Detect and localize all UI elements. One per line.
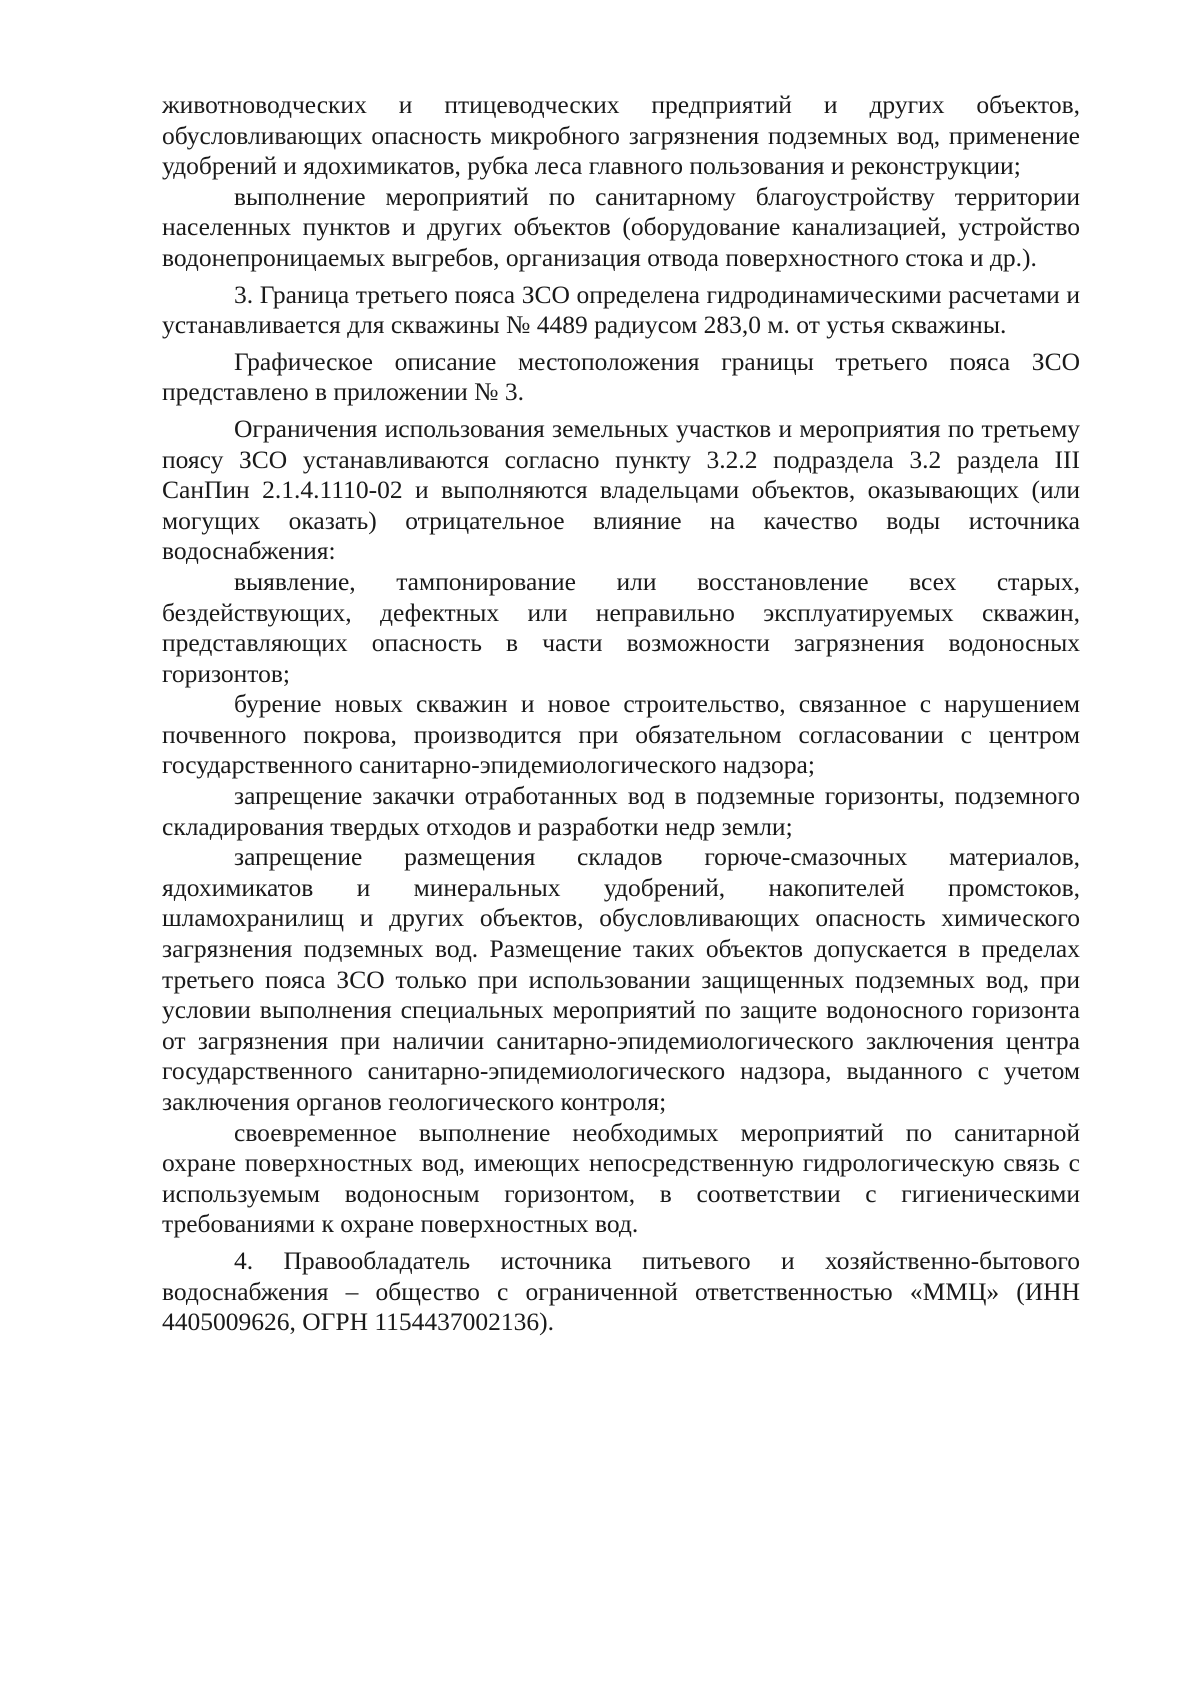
- paragraph-continuation: животноводческих и птицеводческих предприятий и других объектов, обусловливающих опасность микробного загрязнения подземных вод, применение удобрений и ядохимикатов, рубка леса главного пользования и реконструкции;: [162, 90, 1080, 181]
- paragraph-land-use-restrictions: Ограничения использования земельных участков и мероприятия по третьему поясу ЗСО устанавливаются согласно пункту 3.2.2 подраздела 3.2 раздела III СанПин 2.1.4.1110-02 и выполняются владельцами объектов, оказывающих (или могущих оказать) отрицательное влияние на качество воды источника водоснабжения:: [162, 413, 1080, 566]
- paragraph-graphic-description: Графическое описание местоположения границы третьего пояса ЗСО представлено в приложении № 3.: [162, 346, 1080, 407]
- paragraph-sanitary-improvement: выполнение мероприятий по санитарному благоустройству территории населенных пунктов и других объектов (оборудование канализацией, устройство водонепроницаемых выгребов, организация отвода поверхностного стока и др.).: [162, 181, 1080, 272]
- paragraph-storage-ban: запрещение размещения складов горюче-смазочных материалов, ядохимикатов и минеральных удобрений, накопителей промстоков, шламохранилищ и других объектов, обусловливающих опасность химического загрязнения подземных вод. Размещение таких объектов допускается в пределах третьего пояса ЗСО только при использовании защищенных подземных вод, при условии выполнения специальных мероприятий по защите водоносного горизонта от загрязнения при наличии санитарно-эпидемиологического заключения центра государственного санитарно-эпидемиологического надзора, выданного с учетом заключения органов геологического контроля;: [162, 842, 1080, 1116]
- paragraph-injection-ban: запрещение закачки отработанных вод в подземные горизонты, подземного складирования твердых отходов и разработки недр земли;: [162, 781, 1080, 841]
- paragraph-wells-identification: выявление, тампонирование или восстановление всех старых, бездействующих, дефектных или неправильно эксплуатируемых скважин, представляющих опасность в части возможности загрязнения водоносных горизонтов;: [162, 566, 1080, 688]
- paragraph-drilling-new-wells: бурение новых скважин и новое строительство, связанное с нарушением почвенного покрова, производится при обязательном согласовании с центром государственного санитарно-эпидемиологического надзора;: [162, 689, 1080, 780]
- document-page: [162, 90, 1080, 1338]
- paragraph-rights-holder: 4. Правообладатель источника питьевого и хозяйственно-бытового водоснабжения – общество с ограниченной ответственностью «ММЦ» (ИНН 4405009626, ОГРН 1154437002136).: [162, 1245, 1080, 1337]
- paragraph-third-belt-boundary: 3. Граница третьего пояса ЗСО определена гидродинамическими расчетами и устанавливается для скважины № 4489 радиусом 283,0 м. от устья скважины.: [162, 279, 1080, 340]
- paragraph-surface-water-protection: своевременное выполнение необходимых мероприятий по санитарной охране поверхностных вод, имеющих непосредственную гидрологическую связь с используемым водоносным горизонтом, в соответствии с гигиеническими требованиями к охране поверхностных вод.: [162, 1117, 1080, 1239]
